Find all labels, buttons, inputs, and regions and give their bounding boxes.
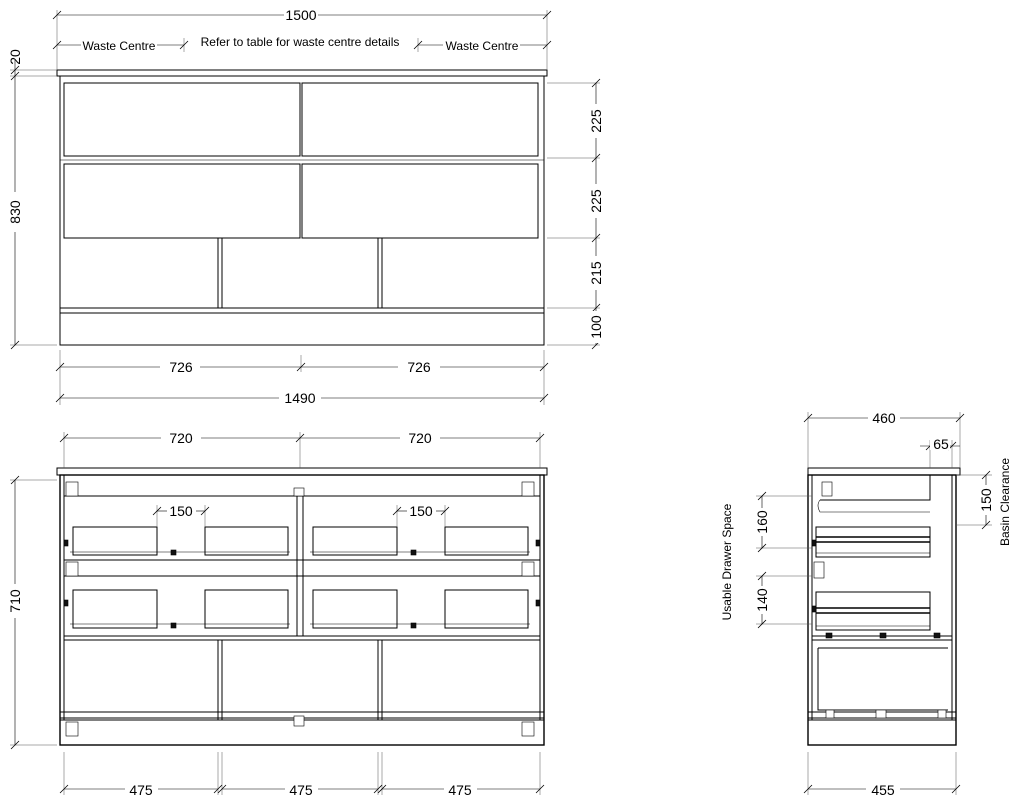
dim-overall-depth: 460 <box>872 410 896 426</box>
section-hardware <box>64 482 540 736</box>
dim-basin-clearance: 150 <box>978 488 994 512</box>
shelf-divider-right <box>378 238 382 308</box>
dim-top-overhang: 65 <box>933 436 949 452</box>
shelf-divider-left <box>218 238 222 308</box>
label-waste-centre-right: Waste Centre <box>445 39 519 53</box>
dim-upper-drawer-space: 160 <box>754 510 770 534</box>
dim-plinth-height: 100 <box>588 315 604 339</box>
dim-shelf-width-left: 475 <box>129 782 153 798</box>
drawer-front-middle-left <box>64 164 300 238</box>
side-section <box>720 410 1012 798</box>
dim-shelf-width-middle: 475 <box>289 782 313 798</box>
front-benchtop <box>57 70 547 76</box>
side-upper-drawer <box>816 527 930 557</box>
shelf-base <box>60 308 544 313</box>
dim-waste-gap-right: 150 <box>409 503 433 519</box>
basin-recess <box>820 475 930 500</box>
dim-half-width-left: 726 <box>169 359 193 375</box>
dim-internal-height: 710 <box>7 589 23 613</box>
dim-cabinet-depth: 455 <box>871 782 895 798</box>
front-elevation <box>6 7 604 406</box>
label-basin-clearance: Basin Clearance <box>998 457 1012 547</box>
upper-drawers <box>70 527 530 555</box>
dim-drawer-height-top: 225 <box>588 109 604 133</box>
label-waste-centre-left: Waste Centre <box>82 39 156 53</box>
dim-overall-height: 830 <box>7 200 23 224</box>
side-lower-drawer <box>816 592 930 630</box>
dim-shelf-width-right: 475 <box>448 782 472 798</box>
side-benchtop <box>808 468 960 475</box>
section-carcass <box>60 475 544 745</box>
drawer-front-middle-right <box>302 164 538 238</box>
dim-lower-drawer-space: 140 <box>754 588 770 612</box>
section-centre-divider <box>297 496 303 636</box>
dim-internal-width-left: 720 <box>169 430 193 446</box>
dim-top-thickness: 20 <box>7 49 23 65</box>
drawer-front-top-right <box>302 83 538 156</box>
section-benchtop <box>57 468 547 475</box>
dim-internal-width-right: 720 <box>408 430 432 446</box>
lower-drawers <box>70 590 530 628</box>
side-hardware <box>812 482 946 718</box>
side-carcass <box>808 475 956 745</box>
drawer-front-top-left <box>64 83 300 156</box>
dim-overall-width: 1500 <box>285 7 317 23</box>
front-section <box>6 430 547 798</box>
dim-cabinet-width: 1490 <box>284 390 316 406</box>
label-waste-note: Refer to table for waste centre details <box>200 35 400 49</box>
dim-open-shelf-height: 215 <box>588 261 604 285</box>
dim-drawer-height-middle: 225 <box>588 189 604 213</box>
label-usable-drawer-space: Usable Drawer Space <box>720 503 734 621</box>
dim-half-width-right: 726 <box>407 359 431 375</box>
dim-waste-gap-left: 150 <box>169 503 193 519</box>
